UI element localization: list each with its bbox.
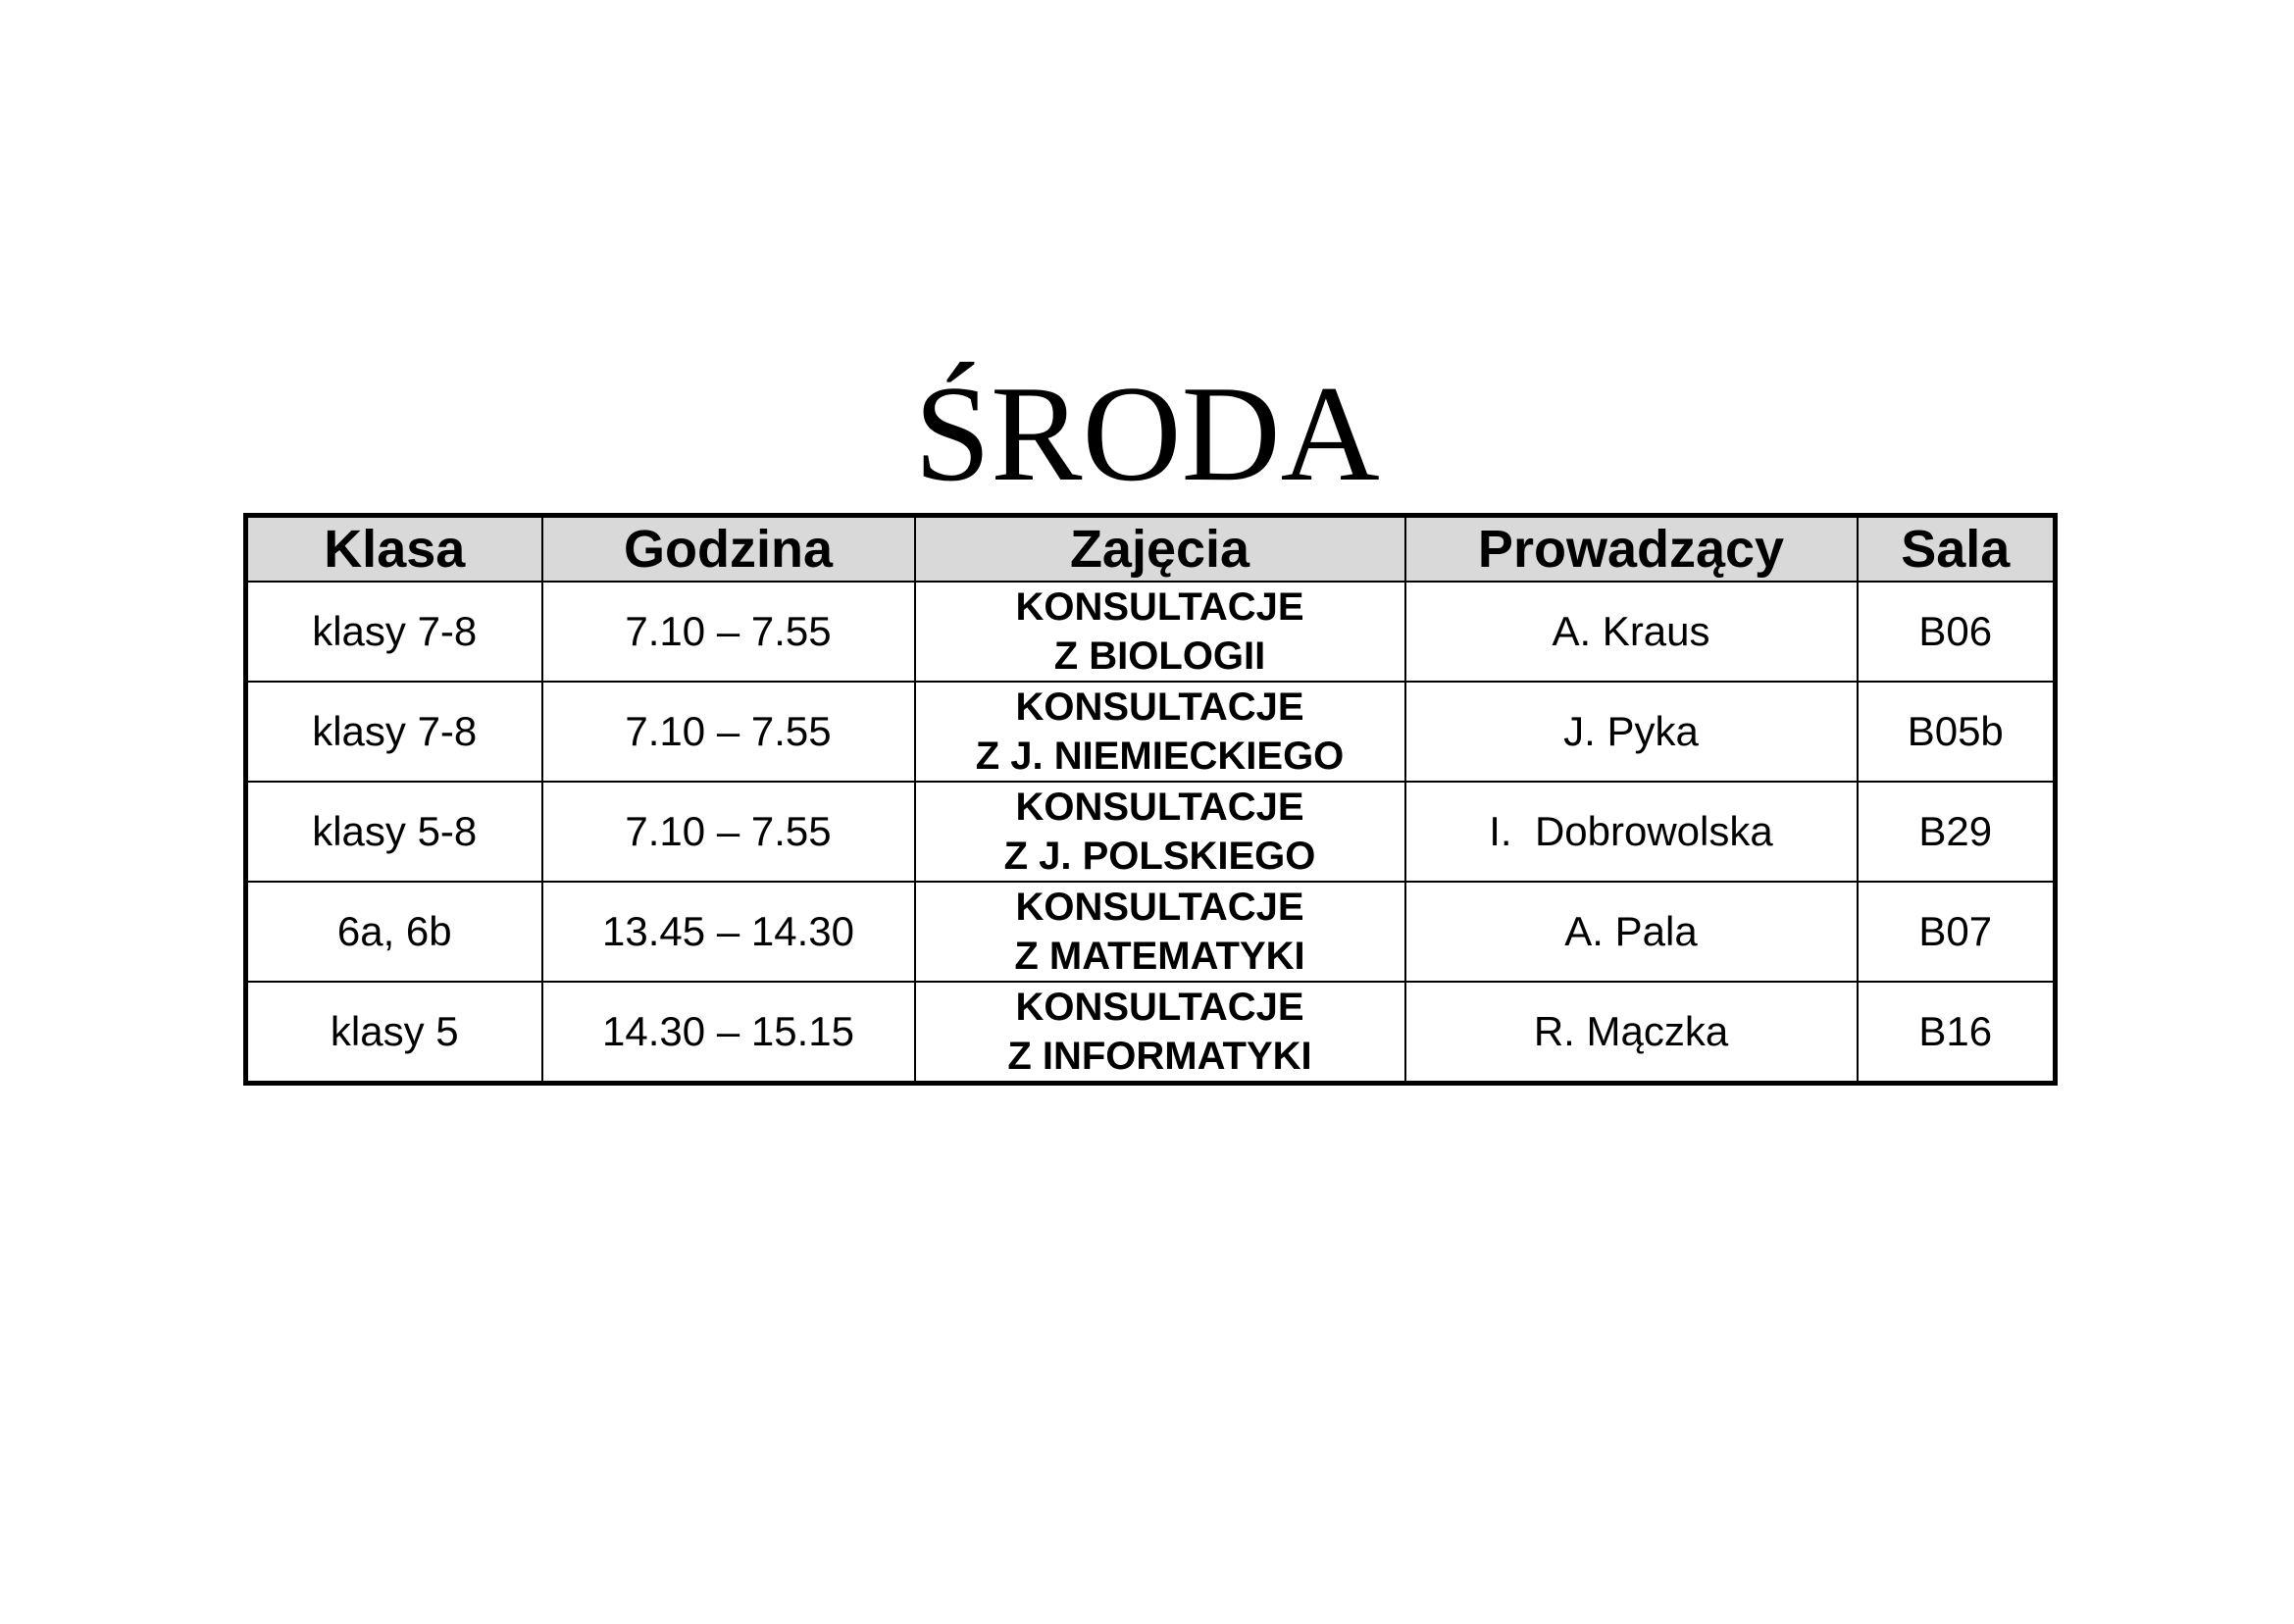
cell-sala: B29 <box>1858 782 2056 882</box>
cell-zajecia <box>915 582 1405 682</box>
cell-godzina: 7.10 – 7.55 <box>542 782 915 882</box>
cell-zajecia <box>915 882 1405 982</box>
subject-line-2: Z J. NIEMIECKIEGO <box>975 735 1345 778</box>
schedule-table <box>243 513 2058 1086</box>
header-godzina: Godzina <box>542 516 915 583</box>
cell-zajecia <box>915 982 1405 1084</box>
subject-line-1: KONSULTACJE <box>1015 886 1304 929</box>
table-row <box>246 582 2056 682</box>
subject-line-2: Z J. POLSKIEGO <box>1003 835 1316 878</box>
cell-klasa: klasy 5-8 <box>246 782 542 882</box>
cell-godzina: 7.10 – 7.55 <box>542 582 915 682</box>
subject-line-1: KONSULTACJE <box>1015 786 1304 829</box>
subject-line-2: Z INFORMATYKI <box>1007 1035 1312 1078</box>
cell-klasa: klasy 5 <box>246 982 542 1084</box>
header-prowadzacy: Prowadzący <box>1405 516 1858 583</box>
subject-line-2: Z BIOLOGII <box>1053 634 1266 678</box>
cell-zajecia <box>915 682 1405 782</box>
cell-prowadzacy: A. Kraus <box>1405 582 1858 682</box>
table-row <box>246 782 2056 882</box>
cell-prowadzacy: J. Pyka <box>1405 682 1858 782</box>
cell-sala: B06 <box>1858 582 2056 682</box>
table-header-row <box>246 516 2056 583</box>
subject-line-2: Z MATEMATYKI <box>1014 935 1305 978</box>
table-row <box>246 882 2056 982</box>
cell-klasa: 6a, 6b <box>246 882 542 982</box>
table-row <box>246 982 2056 1084</box>
cell-godzina: 13.45 – 14.30 <box>542 882 915 982</box>
page-title: ŚRODA <box>914 358 1380 510</box>
cell-zajecia <box>915 782 1405 882</box>
cell-sala: B07 <box>1858 882 2056 982</box>
cell-prowadzacy: I. Dobrowolska <box>1405 782 1858 882</box>
cell-prowadzacy: A. Pala <box>1405 882 1858 982</box>
cell-godzina: 14.30 – 15.15 <box>542 982 915 1084</box>
header-klasa: Klasa <box>246 516 542 583</box>
cell-godzina: 7.10 – 7.55 <box>542 682 915 782</box>
cell-klasa: klasy 7-8 <box>246 682 542 782</box>
subject-line-1: KONSULTACJE <box>1015 585 1304 629</box>
header-sala: Sala <box>1858 516 2056 583</box>
table-row <box>246 682 2056 782</box>
cell-sala: B05b <box>1858 682 2056 782</box>
cell-klasa: klasy 7-8 <box>246 582 542 682</box>
subject-line-1: KONSULTACJE <box>1015 685 1304 729</box>
cell-sala: B16 <box>1858 982 2056 1084</box>
subject-line-1: KONSULTACJE <box>1015 986 1304 1029</box>
header-zajecia: Zajęcia <box>915 516 1405 583</box>
cell-prowadzacy: R. Mączka <box>1405 982 1858 1084</box>
